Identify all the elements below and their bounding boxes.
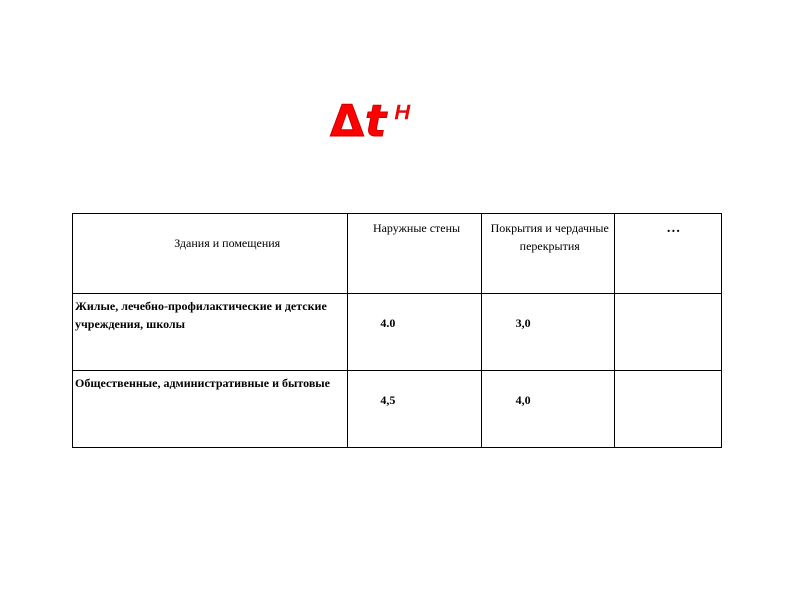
table-row: [73, 371, 722, 448]
title-delta-symbol: Δ: [330, 96, 365, 147]
row-other-value: [614, 371, 721, 448]
row-other-value: [614, 294, 721, 371]
header-outer-walls: Наружные стены: [348, 214, 481, 294]
title-variable: t: [365, 96, 387, 147]
row-walls-value: 4.0: [348, 294, 481, 371]
row-roofs-value: 4,0: [481, 371, 614, 448]
slide-title: [330, 96, 412, 150]
table-row: [73, 294, 722, 371]
header-roofs: Покрытия и чердачные перекрытия: [481, 214, 614, 294]
title-superscript: н: [394, 96, 412, 126]
row-walls-value: 4,5: [348, 371, 481, 448]
table-header-row: [73, 214, 722, 294]
row-roofs-value: 3,0: [481, 294, 614, 371]
row-building-type: Жилые, лечебно-профилактические и детские учреждения, школы: [73, 294, 348, 371]
header-more: …: [614, 214, 721, 294]
header-buildings: Здания и помещения: [73, 214, 348, 294]
row-building-type: Общественные, административные и бытовые: [73, 371, 348, 448]
norms-table: [72, 213, 722, 448]
